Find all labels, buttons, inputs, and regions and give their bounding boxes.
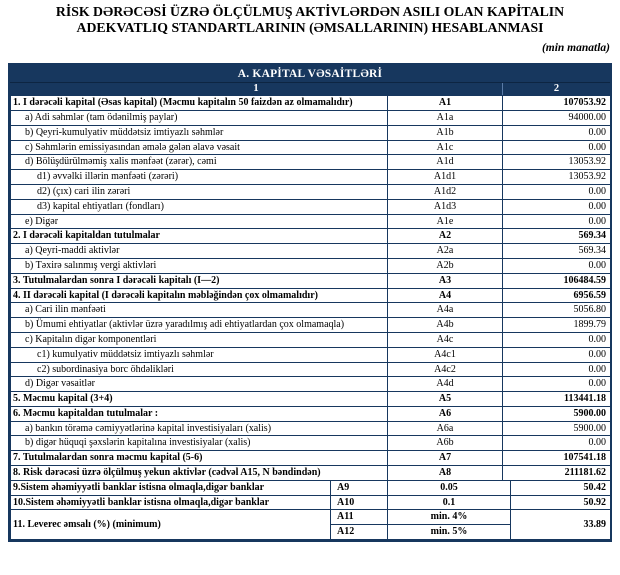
row-value: 569.34 xyxy=(503,229,611,244)
row-code: A4b xyxy=(388,318,503,333)
ratio-row xyxy=(11,480,611,495)
row-label: 6. Məcmu kapitaldan tutulmalar : xyxy=(11,406,388,421)
row-label: 3. Tutulmalardan sonra I dərəcəli kapitalı (I—2) xyxy=(11,273,388,288)
row-value: 0.00 xyxy=(503,436,611,451)
row-code: A3 xyxy=(388,273,503,288)
row-label: b) Qeyri-kumulyativ müddətsiz imtiyazlı səhmlər xyxy=(11,125,388,140)
row-label: a) bankın törəmə cəmiyyətlərinə kapital investisiyaları (xalis) xyxy=(11,421,388,436)
table-row xyxy=(11,244,611,259)
row-value: 13053.92 xyxy=(503,155,611,170)
row-value: 1899.79 xyxy=(503,318,611,333)
report-page xyxy=(0,4,620,542)
table-row xyxy=(11,229,611,244)
row-value: 0.00 xyxy=(503,332,611,347)
row-code: A2 xyxy=(388,229,503,244)
row-code: A4c1 xyxy=(388,347,503,362)
row-code: A1d2 xyxy=(388,184,503,199)
row-label: 2. I dərəcəli kapitaldan tutulmalar xyxy=(11,229,388,244)
leverage-code: A11 xyxy=(331,510,388,525)
row-code: A4c2 xyxy=(388,362,503,377)
ratio-table xyxy=(10,480,611,540)
row-code: A1d3 xyxy=(388,199,503,214)
row-value: 107541.18 xyxy=(503,451,611,466)
row-value: 5900.00 xyxy=(503,421,611,436)
row-label: e) Digər xyxy=(11,214,388,229)
ratio-row-norm: 0.1 xyxy=(388,495,511,510)
row-label: d2) (çıx) cari ilin zərəri xyxy=(11,184,388,199)
capital-table xyxy=(8,63,612,542)
row-label: c) Səhmlərin emissiyasından əmələ gələn əlavə vəsait xyxy=(11,140,388,155)
row-value: 0.00 xyxy=(503,258,611,273)
ratio-row-label: 9.Sistem əhəmiyyətli banklar istisna olmaqla,digər banklar xyxy=(11,480,331,495)
row-label: d) Digər vəsaitlər xyxy=(11,377,388,392)
row-code: A1b xyxy=(388,125,503,140)
row-label: b) Təxirə salınmış vergi aktivləri xyxy=(11,258,388,273)
ratio-row-label: 10.Sistem əhəmiyyətli banklar istisna olmaqla,digər banklar xyxy=(11,495,331,510)
table-row xyxy=(11,451,611,466)
table-row xyxy=(11,347,611,362)
table-row xyxy=(11,184,611,199)
row-label: b) Ümumi ehtiyatlar (aktivlər üzrə yaradılmış adi ehtiyatlardan çox olmamaqla) xyxy=(11,318,388,333)
table-row xyxy=(11,466,611,481)
leverage-norm: min. 4% xyxy=(388,510,511,525)
row-code: A8 xyxy=(388,466,503,481)
table-row xyxy=(11,362,611,377)
row-code: A4a xyxy=(388,303,503,318)
table-row xyxy=(11,96,611,111)
row-value: 5900.00 xyxy=(503,406,611,421)
row-code: A6 xyxy=(388,406,503,421)
table-row xyxy=(11,125,611,140)
table-row xyxy=(11,273,611,288)
row-label: c1) kumulyativ müddətsiz imtiyazlı səhmlər xyxy=(11,347,388,362)
row-code: A4 xyxy=(388,288,503,303)
row-label: a) Cari ilin mənfəəti xyxy=(11,303,388,318)
ratio-row-value: 50.92 xyxy=(511,495,611,510)
leverage-value: 33.89 xyxy=(511,510,611,540)
row-code: A1c xyxy=(388,140,503,155)
table-row xyxy=(11,377,611,392)
table-row xyxy=(11,332,611,347)
row-code: A1d xyxy=(388,155,503,170)
ratio-row-code: A9 xyxy=(331,480,388,495)
table-row xyxy=(11,318,611,333)
row-value: 6956.59 xyxy=(503,288,611,303)
row-code: A5 xyxy=(388,392,503,407)
row-label: c) Kapitalın digər komponentləri xyxy=(11,332,388,347)
leverage-norm: min. 5% xyxy=(388,525,511,540)
row-value: 13053.92 xyxy=(503,170,611,185)
capital-items-table xyxy=(10,95,611,481)
row-value: 0.00 xyxy=(503,347,611,362)
table-row xyxy=(11,140,611,155)
table-row xyxy=(11,288,611,303)
row-code: A2b xyxy=(388,258,503,273)
leverage-label: 11. Leverec əmsalı (%) (minimum) xyxy=(11,510,331,540)
row-value: 0.00 xyxy=(503,377,611,392)
table-row xyxy=(11,258,611,273)
table-row xyxy=(11,421,611,436)
row-label: d3) kapital ehtiyatları (fondları) xyxy=(11,199,388,214)
row-code: A2a xyxy=(388,244,503,259)
row-code: A6b xyxy=(388,436,503,451)
row-code: A1d1 xyxy=(388,170,503,185)
row-label: a) Qeyri-maddi aktivlər xyxy=(11,244,388,259)
row-label: 4. II dərəcəli kapital (I dərəcəli kapitalın məbləğindən çox olmamalıdır) xyxy=(11,288,388,303)
row-label: c2) subordinasiya borc öhdəlikləri xyxy=(11,362,388,377)
table-row xyxy=(11,199,611,214)
row-label: a) Adi səhmlər (tam ödənilmiş paylar) xyxy=(11,110,388,125)
row-value: 113441.18 xyxy=(503,392,611,407)
row-label: 1. I dərəcəli kapital (Əsas kapital) (Məcmu kapitalın 50 faizdən az olmamalıdır) xyxy=(11,96,388,111)
table-row xyxy=(11,214,611,229)
row-code: A4c xyxy=(388,332,503,347)
ratio-row-code: A10 xyxy=(331,495,388,510)
row-value: 5056.80 xyxy=(503,303,611,318)
row-value: 569.34 xyxy=(503,244,611,259)
ratio-row xyxy=(11,495,611,510)
row-value: 0.00 xyxy=(503,184,611,199)
title-line-1: RİSK DƏRƏCƏSİ ÜZRƏ ÖLÇÜLMUŞ AKTİVLƏRDƏN ASILI OLAN KAPİTALIN xyxy=(55,4,565,19)
column-header-2: 2 xyxy=(553,83,560,95)
row-value: 211181.62 xyxy=(503,466,611,481)
table-row xyxy=(11,436,611,451)
row-label: 7. Tutulmalardan sonra məcmu kapital (5-6) xyxy=(11,451,388,466)
row-value: 0.00 xyxy=(503,140,611,155)
row-label: b) digər hüquqi şəxslərin kapitalına investisiyalar (xalis) xyxy=(11,436,388,451)
row-label: 8. Risk dərəcəsi üzrə ölçülmuş yekun aktivlər (cədvəl A15, N bəndindən) xyxy=(11,466,388,481)
row-value: 0.00 xyxy=(503,199,611,214)
table-row xyxy=(11,155,611,170)
row-value: 0.00 xyxy=(503,362,611,377)
table-row xyxy=(11,392,611,407)
row-value: 0.00 xyxy=(503,214,611,229)
row-label: 5. Məcmu kapital (3+4) xyxy=(11,392,388,407)
row-value: 106484.59 xyxy=(503,273,611,288)
leverage-row xyxy=(11,510,611,525)
table-row xyxy=(11,406,611,421)
unit-note: (min manatla) xyxy=(541,42,610,55)
row-code: A7 xyxy=(388,451,503,466)
row-code: A6a xyxy=(388,421,503,436)
column-header-1: 1 xyxy=(10,83,503,95)
row-code: A1 xyxy=(388,96,503,111)
table-row xyxy=(11,170,611,185)
row-value: 107053.92 xyxy=(503,96,611,111)
leverage-code: A12 xyxy=(331,525,388,540)
ratio-row-norm: 0.05 xyxy=(388,480,511,495)
table-section-header: A. KAPİTAL VƏSAİTLƏRİ xyxy=(10,65,610,83)
row-label: d) Bölüşdürülməmiş xalis mənfəət (zərər), cəmi xyxy=(11,155,388,170)
row-value: 94000.00 xyxy=(503,110,611,125)
row-value: 0.00 xyxy=(503,125,611,140)
row-label: d1) əvvəlki illərin mənfəəti (zərəri) xyxy=(11,170,388,185)
table-row xyxy=(11,110,611,125)
title-line-2: ADEKVATLIQ STANDARTLARININ (ƏMSALLARININ) HESABLANMASI xyxy=(76,19,544,35)
row-code: A1a xyxy=(388,110,503,125)
table-row xyxy=(11,303,611,318)
row-code: A1e xyxy=(388,214,503,229)
ratio-row-value: 50.42 xyxy=(511,480,611,495)
row-code: A4d xyxy=(388,377,503,392)
table-column-headers xyxy=(10,83,610,95)
page-title xyxy=(0,4,620,35)
